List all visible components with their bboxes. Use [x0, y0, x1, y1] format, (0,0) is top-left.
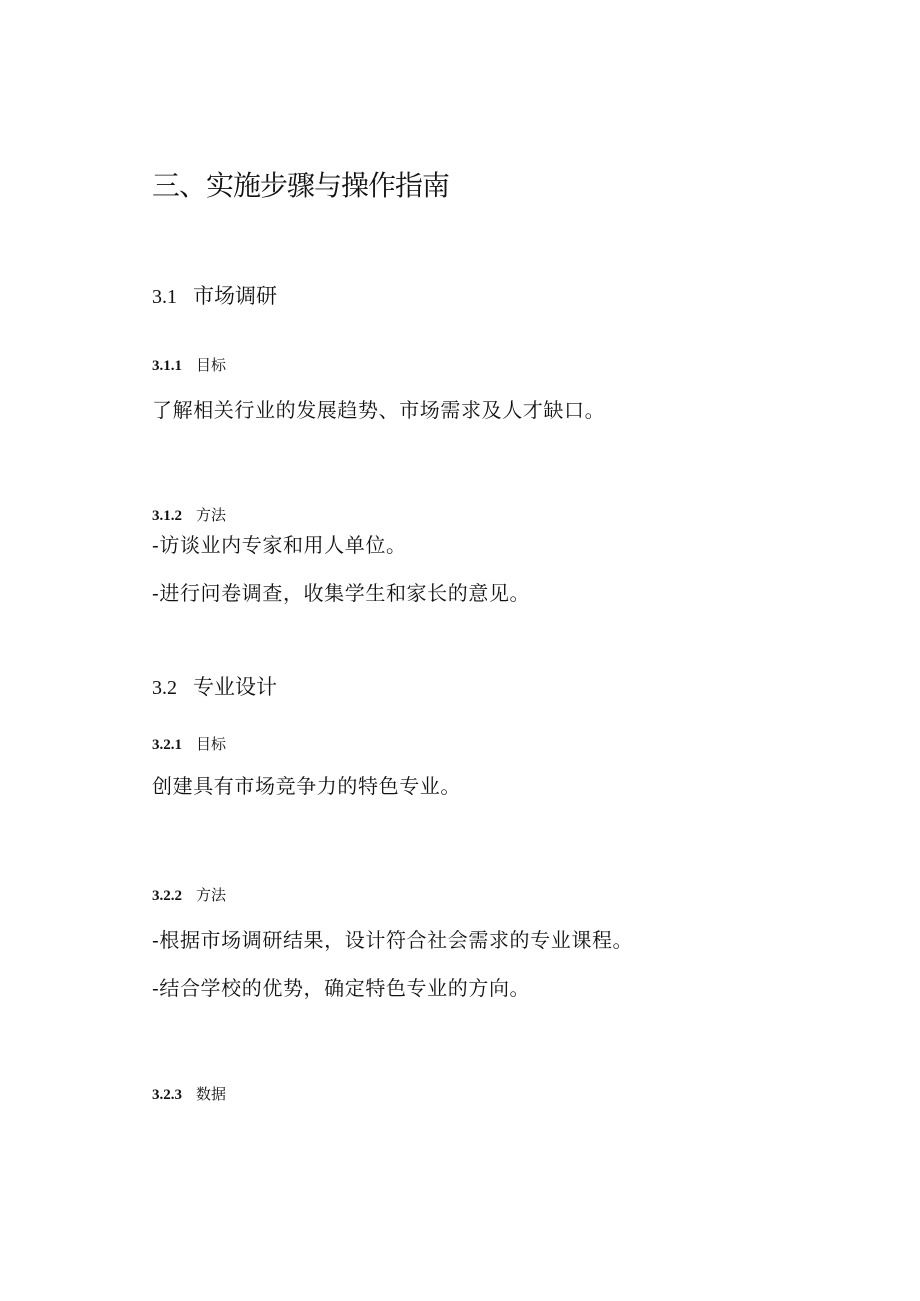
- heading-number: 3.2: [152, 677, 177, 699]
- heading-3-1-1: [152, 354, 226, 377]
- list-item: -进行问卷调查，收集学生和家长的意见。: [152, 581, 531, 605]
- heading-number: 3.1.2: [152, 508, 182, 524]
- list-item: -根据市场调研结果，设计符合社会需求的专业课程。: [152, 928, 634, 952]
- heading-3-2: [152, 672, 277, 703]
- paragraph-3-2-1: 创建具有市场竞争力的特色专业。: [152, 774, 461, 798]
- heading-title: 市场调研: [193, 284, 277, 308]
- heading-number: 3.2.1: [152, 737, 182, 753]
- heading-number: 3.2.3: [152, 1087, 182, 1103]
- heading-title: 目标: [196, 356, 227, 374]
- heading-number: 3.1: [152, 286, 177, 308]
- paragraph-3-1-1: 了解相关行业的发展趋势、市场需求及人才缺口。: [152, 398, 606, 422]
- heading-title: 方法: [196, 886, 227, 904]
- heading-number: 3.1.1: [152, 358, 182, 374]
- heading-3-2-3: [152, 1083, 226, 1106]
- section-title: 三、实施步骤与操作指南: [152, 169, 450, 202]
- list-item: -结合学校的优势，确定特色专业的方向。: [152, 976, 531, 1000]
- heading-3-1: [152, 281, 277, 312]
- heading-3-2-2: [152, 884, 226, 907]
- list-item: -访谈业内专家和用人单位。: [152, 533, 407, 557]
- heading-title: 目标: [196, 735, 227, 753]
- heading-title: 方法: [196, 506, 227, 524]
- heading-number: 3.2.2: [152, 888, 182, 904]
- heading-3-1-2: [152, 504, 226, 527]
- heading-3-2-1: [152, 733, 226, 756]
- heading-title: 专业设计: [193, 675, 277, 699]
- heading-title: 数据: [196, 1085, 227, 1103]
